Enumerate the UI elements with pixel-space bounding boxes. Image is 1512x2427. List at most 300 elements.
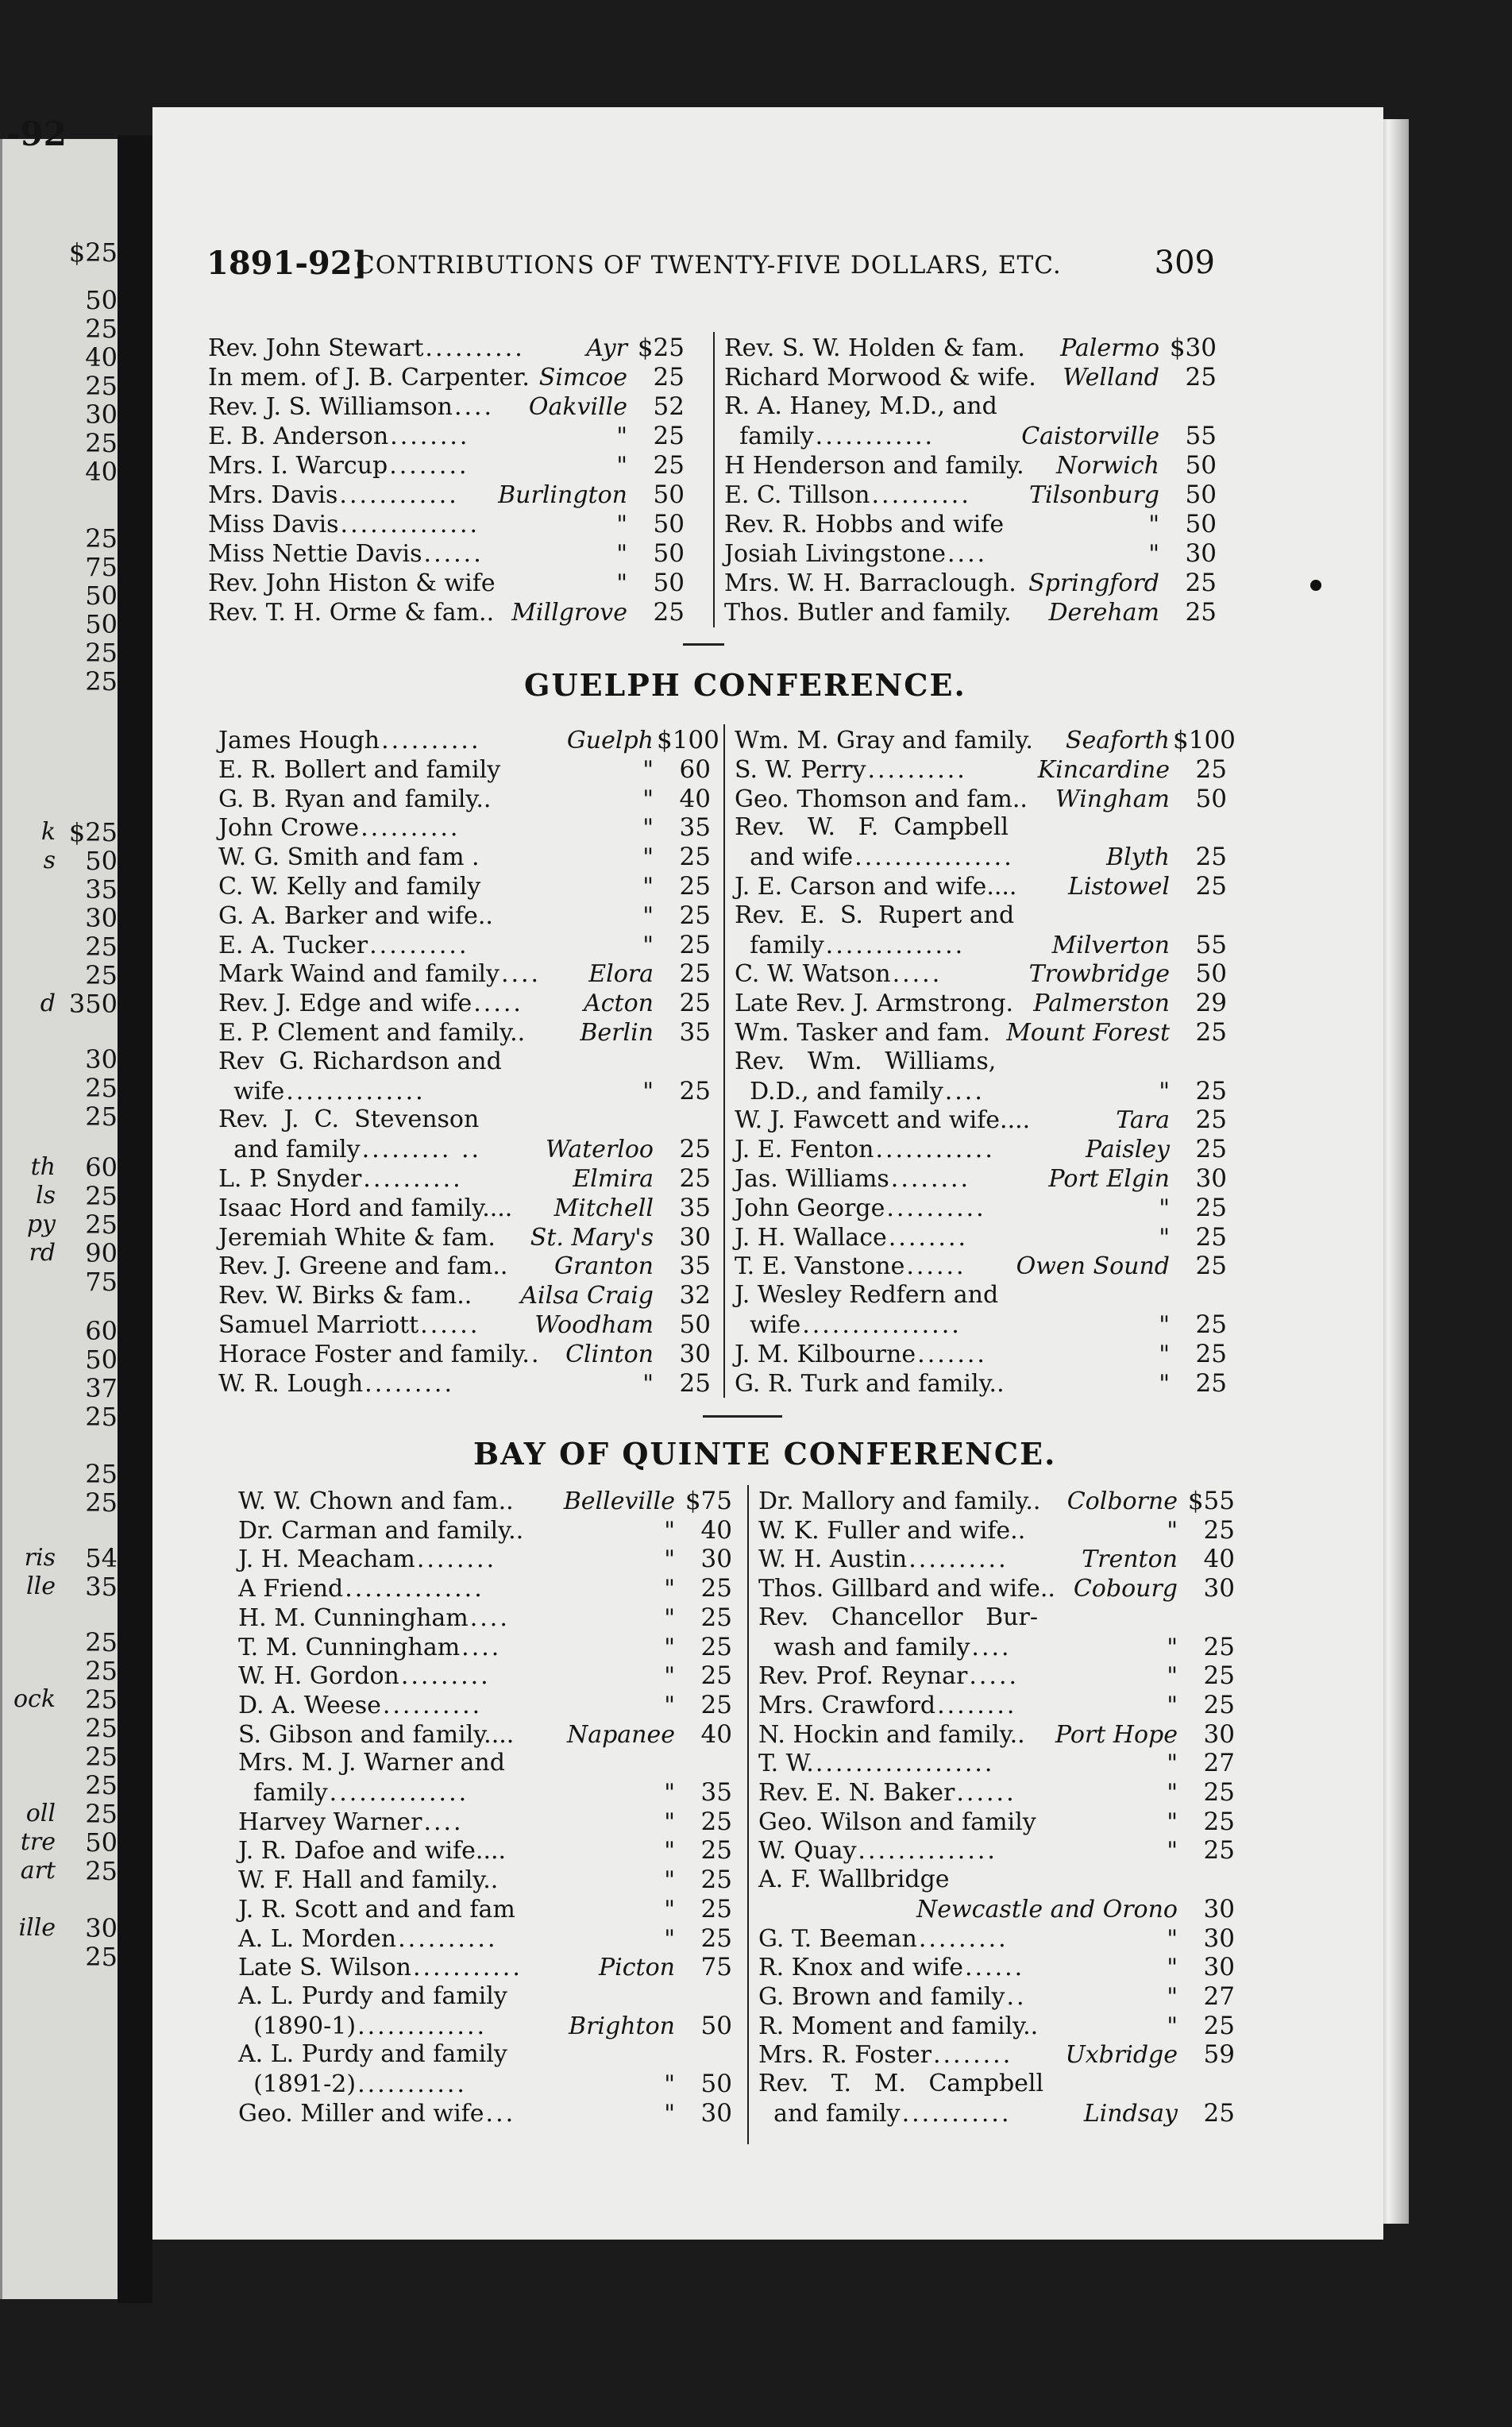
- place-name: Colborne: [1066, 1487, 1178, 1515]
- amount: 50: [653, 510, 685, 538]
- leader-dots: ......: [423, 540, 484, 568]
- contribution-entry: [218, 1194, 711, 1222]
- left-page-amount: 25: [85, 1856, 118, 1886]
- amount: 25: [1195, 1105, 1227, 1134]
- book-spine: [118, 135, 152, 2303]
- leader-dots: .....: [473, 990, 523, 1017]
- leader-dots: .....: [969, 1662, 1020, 1690]
- amount: 25: [679, 901, 711, 930]
- amount: 25: [1195, 1340, 1227, 1368]
- contributor-name: Mrs. Crawford: [758, 1692, 936, 1719]
- contribution-entry: [758, 1720, 1235, 1749]
- place-name: Palermo: [1060, 334, 1159, 362]
- contributor-name: Thos. Butler and family.: [724, 599, 1012, 627]
- contribution-entry: [238, 1924, 732, 1953]
- amount: 40: [700, 1720, 732, 1749]
- section-rule: [683, 643, 724, 646]
- amount: 25: [653, 363, 685, 392]
- leader-dots: ..................: [815, 1750, 995, 1777]
- leader-dots: ............: [875, 1136, 995, 1163]
- left-page-name-fragment: ille: [18, 1914, 56, 1942]
- left-page-amount: 35: [85, 874, 118, 905]
- amount: 25: [1195, 755, 1227, 784]
- contribution-entry: [724, 598, 1217, 627]
- contribution-entry: [238, 1487, 732, 1515]
- place-name: ": [664, 1866, 675, 1894]
- place-name: Palmerston: [1033, 990, 1170, 1017]
- place-name: ": [642, 873, 654, 901]
- place-name: ": [1167, 1750, 1178, 1777]
- place-name: Simcoe: [538, 364, 627, 392]
- contributor-name: J. H. Meacham: [238, 1545, 415, 1573]
- left-page-amount: 60: [85, 1316, 118, 1346]
- contributor-name: T. M. Cunningham: [238, 1634, 461, 1661]
- place-name: Picton: [598, 1954, 675, 1981]
- leader-dots: ..........: [867, 756, 967, 784]
- running-head-title: CONTRIBUTIONS OF TWENTY-FIVE DOLLARS, ETC.: [356, 251, 1062, 280]
- contribution-entry: [238, 1545, 732, 1573]
- contribution-entry: [208, 392, 685, 421]
- leader-dots: ..........: [425, 334, 525, 362]
- place-name: ": [1167, 1517, 1178, 1545]
- place-name: Paisley: [1085, 1136, 1170, 1163]
- contributor-name: Rev. Chancellor Bur-: [758, 1603, 1038, 1631]
- contribution-entry: [218, 1310, 711, 1339]
- left-page-amount: 25: [85, 960, 118, 990]
- place-name: Lindsay: [1083, 2100, 1178, 2128]
- place-name: ": [616, 540, 627, 568]
- amount: 30: [1185, 539, 1217, 568]
- contributor-name: Rev. J. S. Williamson: [208, 393, 453, 421]
- contribution-entry: [758, 1866, 1235, 1894]
- amount: 40: [1203, 1545, 1235, 1573]
- left-page-name-fragment: th: [30, 1153, 56, 1181]
- leader-dots: ..............: [825, 932, 966, 959]
- place-name: Milverton: [1051, 932, 1170, 959]
- left-page-amount: 25: [85, 638, 118, 668]
- leader-dots: ........: [416, 1545, 497, 1573]
- contributor-name: family: [724, 423, 814, 450]
- contributor-name: family: [735, 932, 824, 959]
- contributor-name: Isaac Hord and family....: [218, 1194, 513, 1222]
- place-name: Kincardine: [1037, 756, 1170, 784]
- contribution-entry: [735, 1194, 1227, 1222]
- amount: 25: [1195, 1252, 1227, 1280]
- left-page-amount: 25: [85, 314, 118, 344]
- left-page-name-fragment: rd: [29, 1239, 56, 1267]
- left-page-amount: 25: [85, 371, 118, 401]
- left-page-name-fragment: py: [26, 1210, 56, 1238]
- leader-dots: ............: [339, 481, 459, 509]
- place-name: ": [1167, 1692, 1178, 1719]
- ink-dot: [1310, 580, 1321, 591]
- leader-dots: ............: [815, 423, 935, 450]
- left-page-name-fragment: s: [43, 847, 56, 874]
- leader-dots: ..............: [858, 1837, 997, 1865]
- amount: 25: [700, 1633, 732, 1661]
- contribution-entry: [758, 1808, 1235, 1836]
- left-page-amount: 25: [85, 1656, 118, 1686]
- place-name: ": [1148, 540, 1159, 568]
- amount: 25: [1195, 1194, 1227, 1222]
- contributor-name: Rev. E. S. Rupert and: [735, 901, 1015, 929]
- contributor-name: Dr. Mallory and family..: [758, 1487, 1041, 1515]
- contributor-name: family: [238, 1779, 328, 1807]
- contribution-entry: [735, 1135, 1227, 1163]
- contributor-name: Samuel Marriott: [218, 1311, 419, 1339]
- place-name: ": [664, 1517, 675, 1545]
- contributor-name: Rev. J. C. Stevenson: [218, 1105, 480, 1133]
- left-page-amount: 25: [85, 523, 118, 554]
- contribution-entry: [758, 1953, 1235, 1981]
- left-page-amount: 25: [85, 1799, 118, 1829]
- contributor-name: Rev. J. Greene and fam..: [218, 1252, 508, 1280]
- contributor-name: R. A. Haney, M.D., and: [724, 392, 997, 420]
- place-name: ": [664, 1808, 675, 1836]
- place-name: ": [1167, 1779, 1178, 1807]
- contributor-name: Jas. Williams: [735, 1165, 889, 1193]
- contributor-name: Mrs. Davis: [208, 481, 338, 509]
- left-page-amount: 30: [85, 1913, 118, 1943]
- contributor-name: Miss Davis: [208, 511, 339, 538]
- contributor-name: Rev. W. Birks & fam..: [218, 1282, 472, 1310]
- leader-dots: ..........: [886, 1194, 986, 1222]
- contributor-name: W. J. Fawcett and wife....: [735, 1106, 1031, 1134]
- amount: 25: [679, 1369, 711, 1398]
- previous-page-fragment: [0, 139, 118, 2299]
- contributor-name: C. W. Kelly and family: [218, 873, 481, 901]
- contributor-name: Rev G. Richardson and: [218, 1048, 502, 1075]
- contributor-name: G. T. Beeman: [758, 1925, 917, 1953]
- amount: 50: [679, 1310, 711, 1339]
- amount: $75: [685, 1487, 732, 1515]
- amount: 25: [1195, 1018, 1227, 1047]
- amount: 25: [1185, 569, 1217, 597]
- amount: 25: [700, 1866, 732, 1894]
- contribution-entry: [758, 1603, 1235, 1632]
- leader-dots: ......... ..: [361, 1136, 482, 1163]
- amount: 25: [700, 1574, 732, 1603]
- contribution-entry: [735, 843, 1227, 871]
- contributor-name: L. P. Snyder: [218, 1165, 362, 1193]
- place-name: Waterloo: [546, 1136, 654, 1163]
- contribution-entry: [208, 569, 685, 597]
- place-name: Owen Sound: [1016, 1252, 1170, 1280]
- contribution-entry: [208, 334, 685, 362]
- place-name: ": [642, 932, 654, 959]
- contribution-entry: [218, 959, 711, 988]
- contributor-name: Rev. Prof. Reynar: [758, 1662, 968, 1690]
- amount: 40: [700, 1516, 732, 1545]
- contributor-name: J. M. Kilbourne: [735, 1341, 916, 1368]
- contribution-entry: [218, 1252, 711, 1280]
- contribution-entry: [735, 1340, 1227, 1368]
- left-page-amount: 50: [85, 1345, 118, 1375]
- amount: $55: [1187, 1487, 1235, 1515]
- place-name: Tilsonburg: [1028, 481, 1159, 509]
- contribution-entry: [735, 1281, 1227, 1310]
- contribution-entry: [758, 1633, 1235, 1661]
- contributor-name: W. H. Gordon: [238, 1662, 399, 1690]
- contribution-entry: [238, 1749, 732, 1777]
- place-name: ": [664, 1634, 675, 1661]
- column-rule: [713, 332, 715, 627]
- place-name: Mitchell: [554, 1194, 654, 1222]
- contributor-name: E. C. Tillson: [724, 481, 870, 509]
- left-page-amount: 25: [85, 1627, 118, 1657]
- contributor-name: Horace Foster and family.: [218, 1341, 530, 1368]
- contributor-name: G. B. Ryan and family..: [218, 785, 492, 813]
- amount: 25: [1203, 1633, 1235, 1661]
- amount: 30: [1203, 1720, 1235, 1749]
- amount: 25: [679, 931, 711, 959]
- contribution-entry: [735, 785, 1227, 813]
- place-name: Millgrove: [511, 599, 627, 627]
- contribution-entry: [208, 451, 685, 480]
- amount: 50: [1185, 480, 1217, 509]
- contributor-name: and wife: [735, 843, 854, 871]
- place-name: ": [664, 2100, 675, 2128]
- place-name: ": [616, 569, 627, 597]
- contribution-entry: [218, 1105, 711, 1134]
- left-page-amount: 50: [85, 846, 118, 876]
- contributor-name: W. G. Smith and fam .: [218, 843, 480, 871]
- place-name: ": [1159, 1224, 1170, 1252]
- contribution-entry: [758, 1661, 1235, 1690]
- amount: 25: [1195, 1310, 1227, 1339]
- contribution-entry: [735, 755, 1227, 784]
- place-name: ": [1159, 1311, 1170, 1339]
- amount: $100: [657, 726, 719, 754]
- leader-dots: ..........: [382, 1692, 483, 1719]
- amount: 30: [1203, 1953, 1235, 1981]
- amount: 35: [700, 1778, 732, 1807]
- contribution-entry: [238, 1603, 732, 1632]
- left-page-amount: 50: [85, 285, 118, 315]
- amount: 55: [1195, 931, 1227, 959]
- contribution-entry: [735, 931, 1227, 959]
- place-name: Uxbridge: [1065, 2041, 1178, 2069]
- contributor-name: Rev. Wm. Williams,: [735, 1048, 997, 1075]
- left-page-amount: 25: [85, 1487, 118, 1518]
- amount: 25: [1203, 1836, 1235, 1865]
- left-page-amount: 54: [85, 1543, 118, 1573]
- contributor-name: A. F. Wallbridge: [758, 1866, 950, 1893]
- place-name: ": [1159, 1078, 1170, 1105]
- contribution-entry: [218, 1369, 711, 1398]
- place-name: Welland: [1063, 364, 1159, 392]
- left-page-amount: 30: [85, 1044, 118, 1075]
- contributor-name: W. F. Hall and family..: [238, 1866, 499, 1894]
- contributor-name: wife: [218, 1078, 285, 1105]
- contributor-name: C. W. Watson: [735, 960, 891, 988]
- contribution-entry: [735, 1105, 1227, 1134]
- contributor-name: In mem. of J. B. Carpenter.: [208, 364, 530, 392]
- place-name: Ailsa Craig: [520, 1282, 654, 1310]
- contributor-name: T. W.: [758, 1750, 814, 1777]
- contributor-name: R. Moment and family..: [758, 2012, 1039, 2040]
- amount: 25: [1203, 1778, 1235, 1807]
- amount: 27: [1203, 1982, 1235, 2011]
- leader-dots: ......: [420, 1311, 480, 1339]
- contribution-entry: [238, 1691, 732, 1719]
- leader-dots: ....: [461, 1634, 502, 1661]
- amount: 25: [679, 1077, 711, 1105]
- contribution-entry: [238, 1516, 732, 1545]
- place-name: ": [664, 1837, 675, 1865]
- contribution-entry: [218, 813, 711, 842]
- section-heading: BAY OF QUINTE CONFERENCE.: [473, 1436, 1057, 1472]
- running-head-year: 1891-92]: [206, 245, 368, 282]
- amount: 25: [1203, 1808, 1235, 1836]
- place-name: ": [664, 1779, 675, 1807]
- contribution-entry: [238, 2099, 732, 2128]
- contribution-entry: [218, 931, 711, 959]
- leader-dots: ................: [854, 843, 1014, 871]
- contribution-entry: [218, 872, 711, 901]
- place-name: Seaforth: [1065, 727, 1170, 754]
- column-rule: [747, 1485, 749, 2144]
- contribution-entry: [218, 989, 711, 1017]
- left-page-amount: 25: [85, 1942, 118, 1972]
- contributor-name: wife: [735, 1311, 801, 1339]
- place-name: ": [616, 511, 627, 538]
- contribution-entry: [218, 726, 719, 754]
- contributor-name: Josiah Livingstone: [724, 540, 946, 568]
- left-page-amount: $25: [68, 237, 118, 268]
- contribution-entry: [218, 755, 711, 784]
- contribution-entry: [218, 1135, 711, 1163]
- contribution-entry: [238, 1633, 732, 1661]
- contributor-name: W. W. Chown and fam..: [238, 1487, 514, 1515]
- amount: 52: [653, 392, 685, 421]
- contribution-entry: [758, 1836, 1235, 1865]
- contributor-name: D.D., and family: [735, 1078, 943, 1105]
- leader-dots: ....: [469, 1604, 510, 1632]
- contribution-entry: [218, 843, 711, 871]
- place-name: Elora: [588, 960, 654, 988]
- contributor-name: Late S. Wilson: [238, 1954, 411, 1981]
- leader-dots: ....: [947, 540, 988, 568]
- left-page-amount: 25: [85, 1770, 118, 1800]
- place-name: ": [664, 1662, 675, 1690]
- contribution-entry: [238, 1895, 732, 1923]
- amount: 25: [1203, 1691, 1235, 1719]
- amount: 30: [1203, 1574, 1235, 1603]
- contribution-entry: [758, 2040, 1235, 2069]
- contributor-name: Geo. Wilson and family: [758, 1808, 1036, 1836]
- leader-dots: ........: [932, 2041, 1013, 2069]
- contribution-entry: [735, 726, 1236, 754]
- amount: 30: [679, 1223, 711, 1252]
- leader-dots: ....: [423, 1808, 464, 1836]
- amount: 59: [1203, 2040, 1235, 2069]
- left-page-amount: 25: [85, 1073, 118, 1103]
- contribution-entry: [238, 2040, 732, 2069]
- contribution-entry: [724, 422, 1217, 450]
- amount: 35: [679, 1018, 711, 1047]
- contributor-name: J. Wesley Redfern and: [735, 1281, 999, 1309]
- leader-dots: ........: [888, 1224, 969, 1252]
- place-name: Newcastle and Orono: [916, 1896, 1178, 1923]
- contribution-entry: [238, 1808, 732, 1836]
- contributor-name: E. B. Anderson: [208, 423, 389, 450]
- contribution-entry: [758, 1516, 1235, 1545]
- place-name: Caistorville: [1021, 423, 1159, 450]
- contribution-entry: [735, 1369, 1227, 1398]
- left-page-amount: 90: [85, 1238, 118, 1268]
- leader-dots: ...........: [357, 2070, 467, 2098]
- contribution-entry: [758, 1691, 1235, 1719]
- contributor-name: Mrs. I. Warcup: [208, 452, 388, 480]
- contributor-name: A. L. Morden: [238, 1925, 397, 1953]
- contribution-entry: [735, 959, 1227, 988]
- contributor-name: Harvey Warner: [238, 1808, 422, 1836]
- amount: 25: [1195, 1077, 1227, 1105]
- contributor-name: R. Knox and wife: [758, 1954, 963, 1981]
- leader-dots: .........: [364, 1370, 454, 1398]
- amount: 29: [1195, 989, 1227, 1017]
- contributor-name: W. Quay: [758, 1837, 857, 1865]
- contribution-entry: [238, 1720, 732, 1749]
- place-name: Port Hope: [1055, 1721, 1178, 1749]
- place-name: ": [664, 1545, 675, 1573]
- contributor-name: Late Rev. J. Armstrong.: [735, 990, 1014, 1017]
- place-name: Blyth: [1106, 843, 1170, 871]
- leader-dots: ..........: [908, 1545, 1009, 1573]
- contributor-name: T. E. Vanstone: [735, 1252, 905, 1280]
- contributor-name: Wm. M. Gray and family.: [735, 727, 1033, 754]
- contributor-name: W. K. Fuller and wife..: [758, 1517, 1026, 1545]
- left-page-amount: 50: [85, 581, 118, 611]
- contribution-entry: [238, 2070, 732, 2098]
- amount: 25: [653, 422, 685, 450]
- leader-dots: ......: [965, 1954, 1025, 1981]
- contributor-name: H. M. Cunningham: [238, 1604, 469, 1632]
- contribution-entry: [238, 2012, 732, 2040]
- left-page-amount: $25: [68, 817, 118, 847]
- amount: 25: [700, 1603, 732, 1632]
- amount: 35: [679, 1252, 711, 1280]
- contributor-name: John George: [735, 1194, 885, 1222]
- contribution-entry: [218, 785, 711, 813]
- place-name: ": [642, 785, 654, 813]
- leader-dots: ......: [956, 1779, 1016, 1807]
- contribution-entry: [208, 598, 685, 627]
- leader-dots: ..............: [329, 1779, 469, 1807]
- amount: 25: [700, 1691, 732, 1719]
- contributor-name: Thos. Gillbard and wife..: [758, 1575, 1055, 1603]
- place-name: ": [642, 814, 654, 842]
- contribution-entry: [758, 2012, 1235, 2040]
- amount: 75: [700, 1953, 732, 1981]
- amount: 30: [700, 1545, 732, 1573]
- amount: 25: [1203, 2099, 1235, 2128]
- leader-dots: .........: [400, 1662, 491, 1690]
- contribution-entry: [208, 480, 685, 509]
- leader-dots: ..........: [363, 1165, 463, 1193]
- place-name: ": [664, 2070, 675, 2098]
- amount: 30: [1203, 1924, 1235, 1953]
- amount: $100: [1173, 726, 1236, 754]
- contribution-entry: [735, 1223, 1227, 1252]
- leader-dots: ........: [390, 423, 470, 450]
- place-name: ": [642, 843, 654, 871]
- place-name: Belleville: [563, 1487, 675, 1515]
- left-page-name-fragment: k: [40, 818, 56, 846]
- left-page-amount: 60: [85, 1152, 118, 1183]
- place-name: Mount Forest: [1006, 1019, 1170, 1047]
